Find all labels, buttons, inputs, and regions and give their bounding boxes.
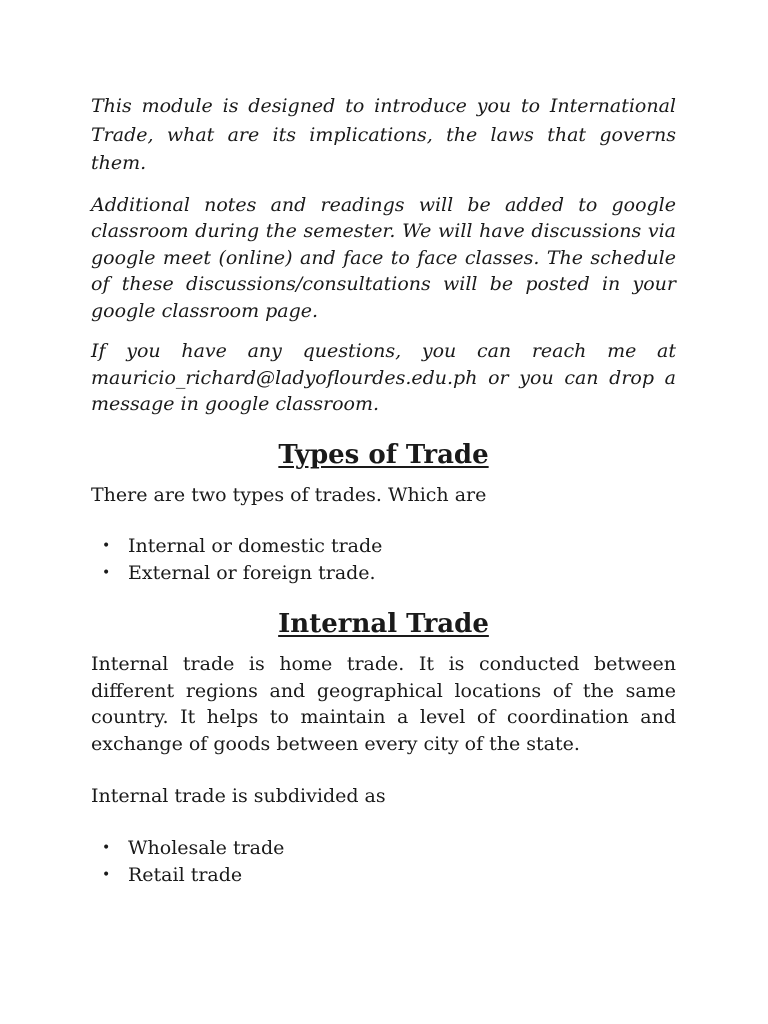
heading-internal-trade: Internal Trade [278, 609, 489, 639]
list-item-label: Retail trade [128, 863, 243, 886]
internal-lead-text: Internal trade is subdivided as [91, 785, 386, 807]
bullet-icon: • [102, 538, 111, 554]
list-item [91, 560, 676, 587]
document-page [91, 92, 676, 889]
list-item-label: External or foreign trade. [128, 562, 376, 584]
list-item [91, 835, 676, 862]
list-item-label: Wholesale trade [128, 836, 285, 859]
list-item [91, 533, 676, 560]
bullet-icon: • [102, 565, 111, 581]
heading-types-of-trade: Types of Trade [278, 439, 489, 470]
intro-paragraph-module: This module is designed to introduce you to International Trade, what are its implications, the laws that governs them. [91, 95, 676, 174]
internal-subdivision-list [91, 835, 676, 889]
types-lead-text: There are two types of trades. Which are [91, 483, 487, 506]
intro-paragraph-notes: Additional notes and readings will be added to google classroom during the semester. We will have discussions via google meet (online) and face to face classes. The schedule of these discussions/consultations will be posted in your google classroom page. [91, 193, 676, 322]
list-item [91, 862, 676, 889]
types-list [91, 533, 676, 587]
list-item-label: Internal or domestic trade [128, 535, 383, 557]
intro-paragraph-contact: If you have any questions, you can reach me at mauricio_richard@ladyoflourdes.edu.ph or you can drop a message in google classroom. [91, 340, 676, 415]
bullet-icon: • [102, 839, 111, 856]
internal-trade-paragraph: Internal trade is home trade. It is conducted between different regions and geographical locations of the same country. It helps to maintain a level of coordination and exchange of goods between every city of the state. [91, 653, 676, 755]
bullet-icon: • [102, 866, 111, 883]
